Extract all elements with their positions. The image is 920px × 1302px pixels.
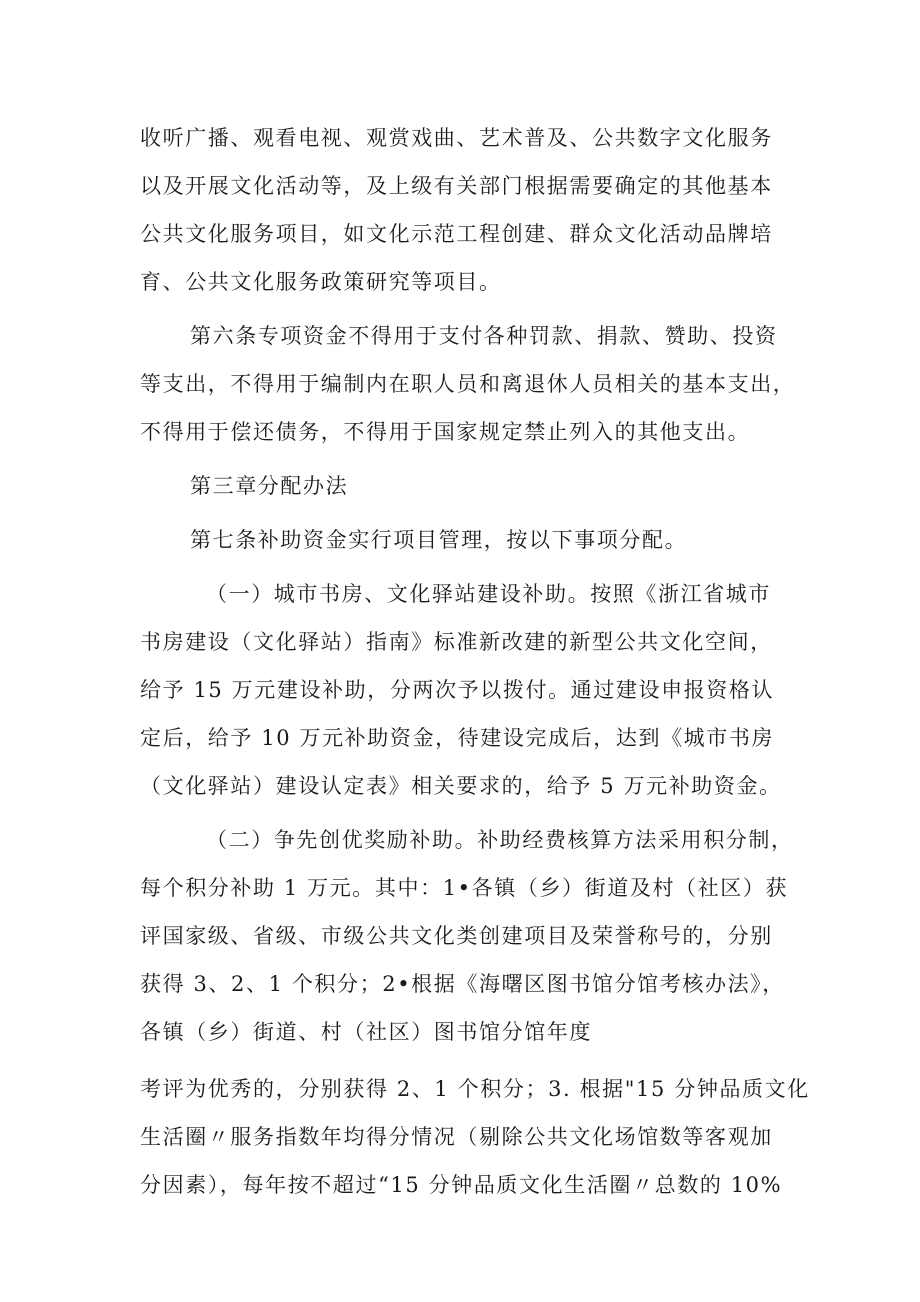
article-6-line: 第六条专项资金不得用于支付各种罚款、捐款、赞助、投资: [190, 324, 778, 348]
paragraph-line: （文化驿站）建设认定表》相关要求的，给予 5 万元补助资金。: [140, 774, 782, 798]
paragraph-line: 等支出，不得用于编制内在职人员和离退休人员相关的基本支出，: [140, 372, 796, 396]
paragraph-line: 各镇（乡）街道、村（社区）图书馆分馆年度: [140, 1020, 592, 1044]
paragraph-line: 分因素），每年按不超过“15 分钟品质文化生活圈〃总数的 10%: [140, 1173, 783, 1197]
item-1-line: （一）城市书房、文化驿站建设补助。按照《浙江省城市: [206, 582, 771, 606]
paragraph-line: 生活圈〃服务指数年均得分情况（剔除公共文化场馆数等客观加: [140, 1125, 773, 1149]
paragraph-line: 育、公共文化服务政策研究等项目。: [140, 270, 502, 294]
paragraph-line: 以及开展文化活动等，及上级有关部门根据需要确定的其他基本: [140, 174, 773, 198]
paragraph-line: 收听广播、观看电视、观赏戏曲、艺术普及、公共数字文化服务: [140, 126, 773, 150]
paragraph-line: 给予 15 万元建设补助，分两次予以拨付。通过建设申报资格认: [140, 678, 775, 702]
article-7-line: 第七条补助资金实行项目管理，按以下事项分配。: [190, 528, 688, 552]
paragraph-line: 评国家级、省级、市级公共文化类创建项目及荣誉称号的，分别: [140, 924, 773, 948]
paragraph-line: 公共文化服务项目，如文化示范工程创建、群众文化活动品牌培: [140, 222, 773, 246]
paragraph-line: 考评为优秀的，分别获得 2、1 个积分；3. 根据"15 分钟品质文化: [140, 1077, 810, 1101]
chapter-heading: 第三章分配办法: [190, 474, 349, 498]
paragraph-line: 获得 3、2、1 个积分；2•根据《海曙区图书馆分馆考核办法》，: [140, 972, 785, 996]
paragraph-line: 不得用于偿还债务，不得用于国家规定禁止列入的其他支出。: [140, 420, 751, 444]
paragraph-line: 书房建设（文化驿站）指南》标准新改建的新型公共文化空间，: [140, 630, 773, 654]
paragraph-line: 每个积分补助 1 万元。其中：1•各镇（乡）街道及村（社区）获: [140, 876, 789, 900]
paragraph-line: 定后，给予 10 万元补助资金，待建设完成后，达到《城市书房: [140, 726, 775, 750]
item-2-line: （二）争先创优奖励补助。补助经费核算方法采用积分制，: [206, 828, 794, 852]
